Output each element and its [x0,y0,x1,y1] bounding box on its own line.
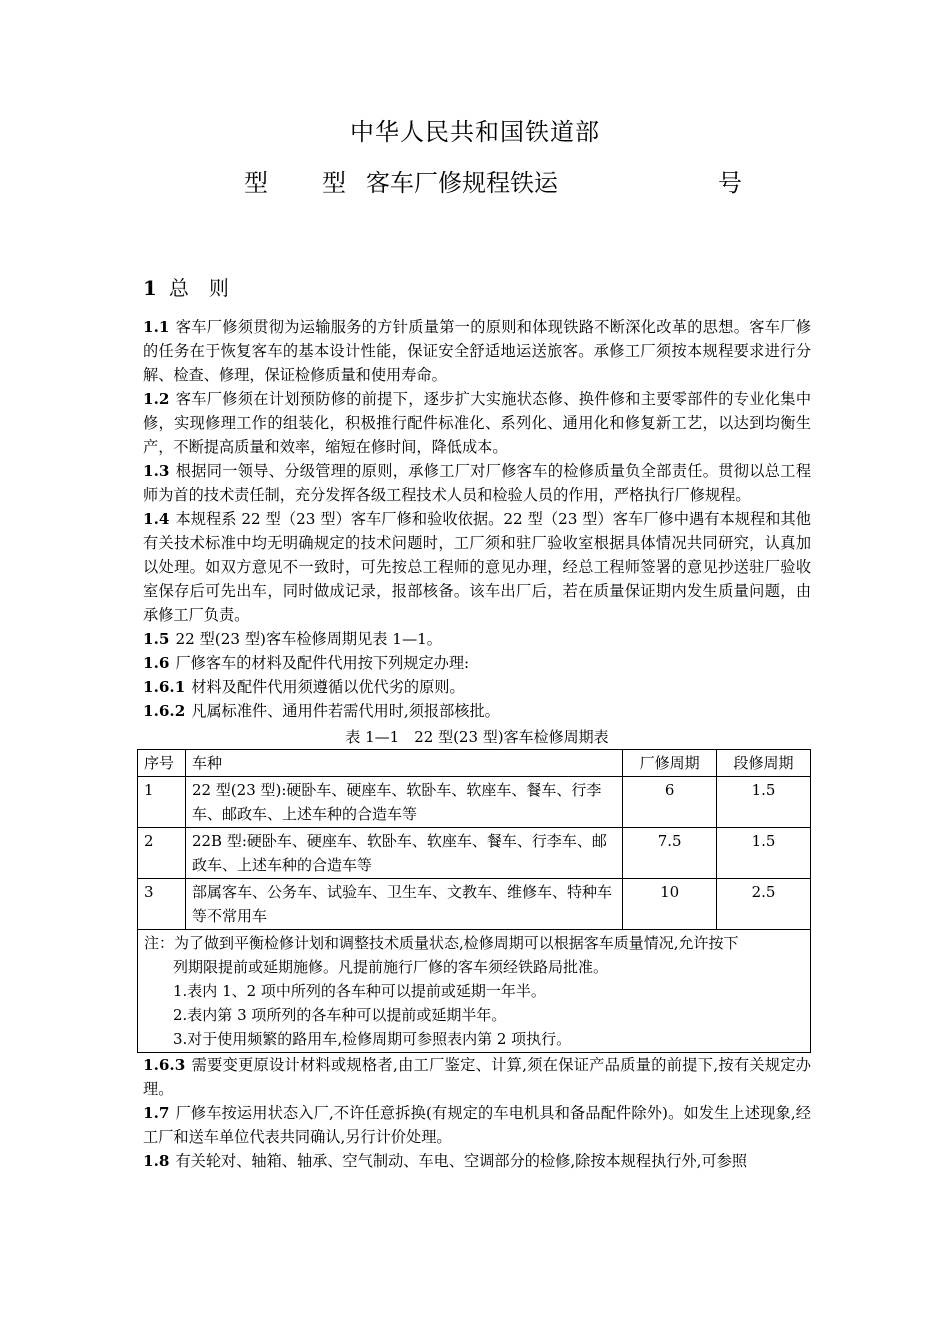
section-title: 总 则 [168,276,229,300]
paragraph [143,675,811,699]
car-type-cell: 22B 型:硬卧车、硬座车、软卧车、软座车、餐车、行李车、邮政车、上述车种的合造车等 [185,828,622,879]
factory-cycle-cell: 10 [623,879,717,930]
car-type-cell: 22 型(23 型):硬卧车、硬座车、软卧车、软座车、餐车、行李车、邮政车、上述车种的合造车等 [185,777,622,828]
note-lead: 注：为了做到平衡检修计划和调整技术质量状态,检修周期可以根据客车质量情况,允许按下 [144,934,739,952]
paragraph-number: 1.8 [143,1152,170,1170]
paragraph-number: 1.4 [143,510,170,528]
factory-cycle-cell: 7.5 [623,828,717,879]
section-heading [143,272,229,301]
depot-cycle-cell: 1.5 [717,777,811,828]
paragraph-text: 凡属标准件、通用件若需代用时,须报部核批。 [191,702,500,720]
header-cell: 厂修周期 [623,750,717,777]
subtitle-part-2: 型 [322,169,346,197]
paragraph-number: 1.6.1 [143,678,186,696]
depot-cycle-cell: 2.5 [717,879,811,930]
table-note [138,930,811,1053]
paragraph-number: 1.3 [143,462,170,480]
paragraph-text: 本规程系 22 型（23 型）客车厂修和验收依据。22 型（23 型）客车厂修中遇有本规程和其他有关技术标准中均无明确规定的技术问题时，工厂须和驻厂验收室根据具体情况共同研究，认真加以处理。如双方意见不一致时，可先按总工程师的意见办理，经总工程师签署的意见抄送驻厂验收室保存后可先出车，同时做成记录，报部核备。该车出厂后，若在质量保证期内发生质量问题，由承修工厂负责。 [143,510,811,624]
header-cell: 车种 [185,750,622,777]
paragraph [143,651,811,675]
paragraph-text: 客车厂修须在计划预防修的前提下，逐步扩大实施状态修、换件修和主要零部件的专业化集中修，实现修理工作的组装化，积极推行配件标准化、系列化、通用化和修复新工艺，以达到均衡生产，不断提高质量和效率，缩短在修时间，降低成本。 [143,390,811,456]
paragraph-number: 1.6.3 [143,1056,186,1074]
car-type-cell: 部属客车、公务车、试验车、卫生车、文教车、维修车、特种车等不常用车 [185,879,622,930]
note-item: 3.对于使用频繁的路用车,检修周期可参照表内第 2 项执行。 [173,1030,572,1048]
row-number-cell: 3 [138,879,186,930]
paragraph-number: 1.7 [143,1104,170,1122]
table-note-row [138,930,811,1053]
paragraph-number: 1.2 [143,390,170,408]
row-number-cell: 1 [138,777,186,828]
paragraph [143,507,811,627]
subtitle-part-4: 号 [718,169,742,197]
row-number-cell: 2 [138,828,186,879]
paragraph [143,627,811,651]
paragraph [143,1053,811,1101]
paragraph-text: 22 型(23 型)客车检修周期见表 1—1。 [175,630,442,648]
document-title: 中华人民共和国铁道部 [350,118,600,146]
paragraph-text: 有关轮对、轴箱、轴承、空气制动、车电、空调部分的检修,除按本规程执行外,可参照 [175,1152,748,1170]
body-text [143,315,811,1173]
table-row [138,879,811,930]
paragraph-number: 1.5 [143,630,170,648]
subtitle-part-1: 型 [244,169,268,197]
table-caption: 表 1—1 22 型(23 型)客车检修周期表 [345,728,609,746]
note-item: 1.表内 1、2 项中所列的各车种可以提前或延期一年半。 [173,982,546,1000]
paragraph-text: 材料及配件代用须遵循以优代劣的原则。 [191,678,465,696]
paragraph-text: 厂修车按运用状态入厂,不许任意拆换(有规定的车电机具和备品配件除外)。如发生上述现象,经工厂和送车单位代表共同确认,另行计价处理。 [143,1104,811,1146]
paragraph-number: 1.6.2 [143,702,186,720]
paragraph-number: 1.6 [143,654,170,672]
paragraph-text: 需要变更原设计材料或规格者,由工厂鉴定、计算,须在保证产品质量的前提下,按有关规定办理。 [143,1056,811,1098]
section-number: 1 [143,276,157,300]
paragraph-text: 厂修客车的材料及配件代用按下列规定办理: [175,654,470,672]
note-continuation: 列期限提前或延期施修。凡提前施行厂修的客车须经铁路局批准。 [173,958,609,976]
paragraph [143,459,811,507]
table-header-row [138,750,811,777]
subtitle-part-3: 客车厂修规程铁运 [366,169,558,197]
paragraph [143,387,811,459]
maintenance-cycle-table [137,749,811,1053]
header-cell: 段修周期 [717,750,811,777]
factory-cycle-cell: 6 [623,777,717,828]
paragraph-text: 根据同一领导、分级管理的原则，承修工厂对厂修客车的检修质量负全部责任。贯彻以总工程师为首的技术责任制，充分发挥各级工程技术人员和检验人员的作用，严格执行厂修规程。 [143,462,811,504]
table-row [138,777,811,828]
paragraph [143,1149,811,1173]
paragraph [143,699,811,723]
note-item: 2.表内第 3 项所列的各车种可以提前或延期半年。 [173,1006,507,1024]
paragraph [143,1101,811,1149]
depot-cycle-cell: 1.5 [717,828,811,879]
header-cell: 序号 [138,750,186,777]
paragraph-number: 1.1 [143,318,170,336]
table-row [138,828,811,879]
paragraph-text: 客车厂修须贯彻为运输服务的方针质量第一的原则和体现铁路不断深化改革的思想。客车厂修的任务在于恢复客车的基本设计性能，保证安全舒适地运送旅客。承修工厂须按本规程要求进行分解、检查、修理，保证检修质量和使用寿命。 [143,318,811,384]
paragraph [143,315,811,387]
